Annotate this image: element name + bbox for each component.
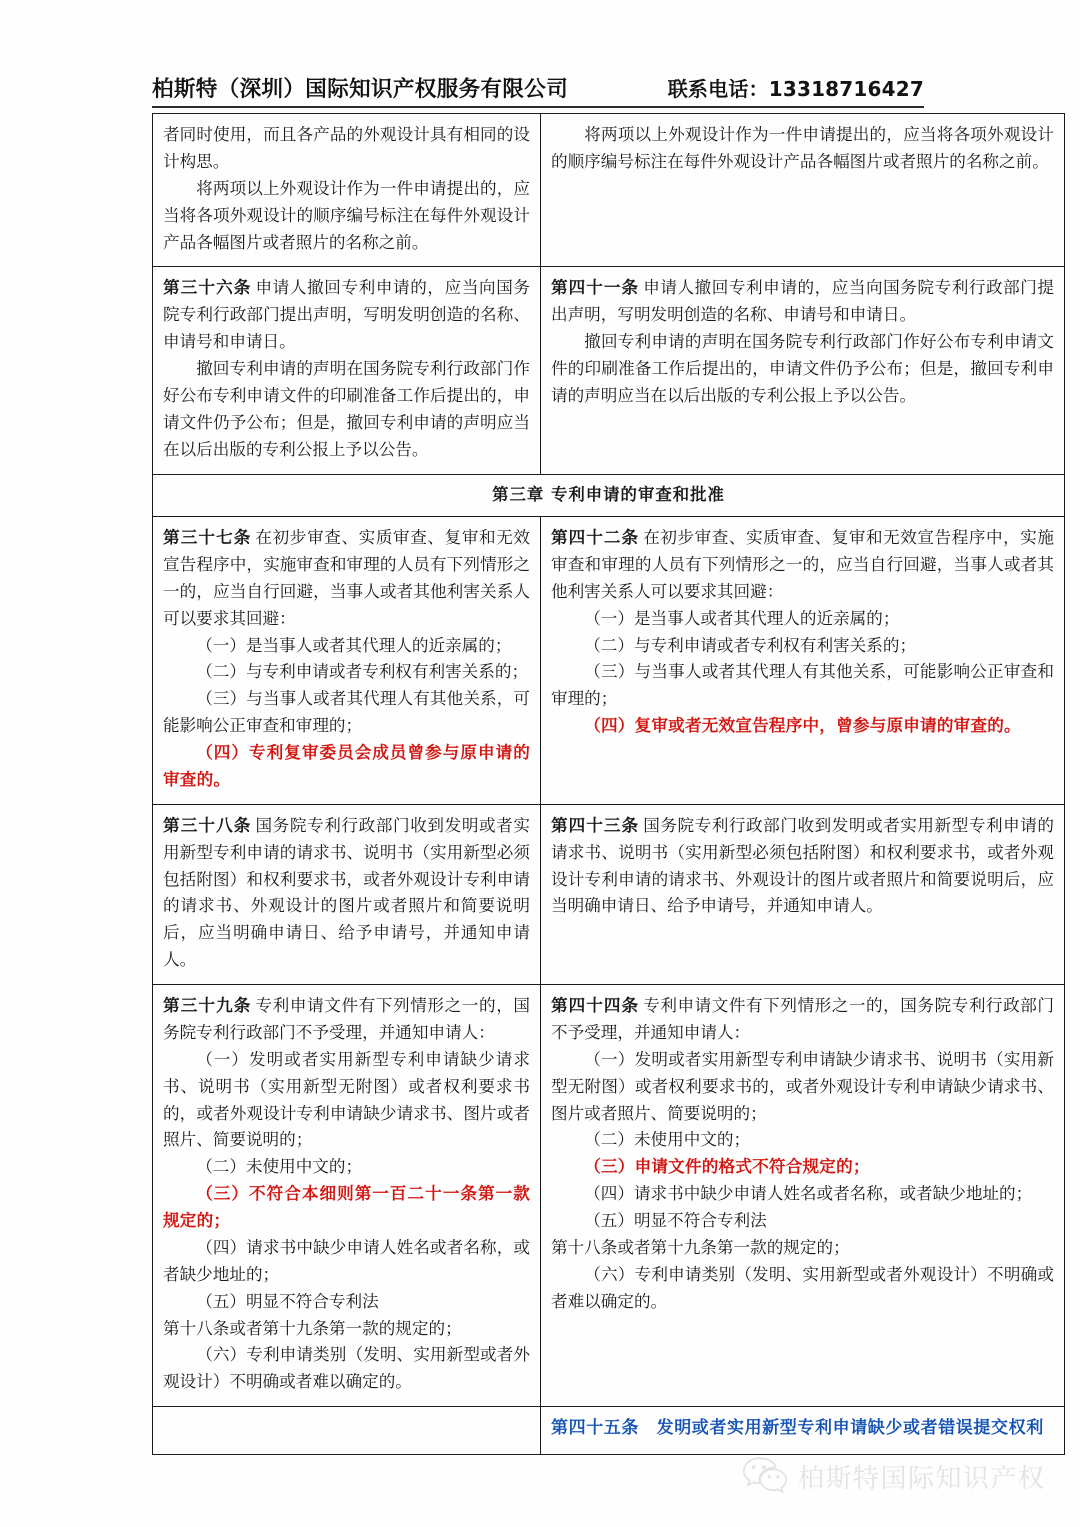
law-paragraph-text: （六）专利申请类别（发明、实用新型或者外观设计）不明确或者难以确定的。 — [551, 1264, 1054, 1311]
contact-phone: 联系电话：13318716427 — [667, 77, 924, 101]
law-cell-left — [153, 985, 541, 1407]
law-paragraph-text: （三）不符合本细则第一百二十一条第一款规定的； — [163, 1184, 530, 1231]
table-row — [153, 1407, 1065, 1455]
law-paragraph — [551, 1127, 1054, 1154]
law-paragraph-text: （四）复审或者无效宣告程序中，曾参与原申请的审查的。 — [584, 716, 1021, 736]
law-cell-right — [541, 985, 1065, 1407]
law-paragraph-text: （二）未使用中文的； — [196, 1157, 363, 1177]
article-number: 第三十六条 — [163, 278, 252, 298]
law-paragraph-text: 将两项以上外观设计作为一件申请提出的，应当将各项外观设计的顺序编号标注在每件外观设计产品各幅图片或者照片的名称之前。 — [163, 178, 530, 252]
company-name: 柏斯特（深圳）国际知识产权服务有限公司 — [152, 77, 569, 102]
law-paragraph-text: 在初步审查、实质审查、复审和无效宣告程序中，实施审查和审理的人员有下列情形之一的，应当自行回避，当事人或者其他利害关系人可以要求其回避： — [551, 528, 1055, 601]
law-paragraph — [163, 1235, 530, 1289]
document-header — [152, 72, 924, 103]
law-cell-right — [541, 267, 1065, 474]
law-paragraph — [163, 740, 530, 794]
law-paragraph-text: （二）与专利申请或者专利权有利害关系的； — [196, 662, 529, 682]
law-cell-left — [153, 517, 541, 805]
law-paragraph-text: （三）申请文件的格式不符合规定的； — [584, 1157, 870, 1177]
law-paragraph — [163, 122, 530, 176]
law-paragraph — [163, 1181, 530, 1235]
law-paragraph — [551, 606, 1054, 633]
law-paragraph — [551, 1415, 1054, 1443]
law-paragraph — [551, 525, 1054, 606]
law-cell-left — [153, 1407, 541, 1455]
table-row — [153, 114, 1065, 267]
law-paragraph-text: 申请人撤回专利申请的，应当向国务院专利行政部门提出声明，写明发明创造的名称、申请号和申请日。 — [163, 278, 531, 352]
chapter-heading: 第三章 专利申请的审查和批准 — [153, 474, 1065, 517]
law-paragraph-text: 撤回专利申请的声明在国务院专利行政部门作好公布专利申请文件的印刷准备工作后提出的，申请文件仍予公布；但是，撤回专利申请的声明应当在以后出版的专利公报上予以公告。 — [551, 332, 1054, 405]
law-cell-left — [153, 267, 541, 474]
law-paragraph — [163, 275, 530, 356]
law-paragraph-text: 专利申请文件有下列情形之一的，国务院专利行政部门不予受理，并通知申请人： — [551, 996, 1055, 1042]
law-paragraph — [551, 1181, 1054, 1208]
law-cell-right — [541, 517, 1065, 805]
law-paragraph — [163, 1342, 530, 1396]
law-comparison-table — [152, 113, 1065, 1455]
law-paragraph — [551, 659, 1054, 713]
law-table-body — [153, 114, 1065, 1455]
law-cell-right — [541, 114, 1065, 267]
law-paragraph — [551, 329, 1054, 410]
table-row — [153, 804, 1065, 984]
law-paragraph — [163, 1289, 530, 1316]
table-row — [153, 474, 1065, 517]
article-number: 第三十七条 — [163, 528, 252, 548]
law-paragraph-text: 第十八条或者第十九条第一款的规定的； — [551, 1237, 850, 1257]
law-paragraph-text: （四）请求书中缺少申请人姓名或者名称，或者缺少地址的； — [163, 1237, 530, 1284]
law-paragraph-text: 撤回专利申请的声明在国务院专利行政部门作好公布专利申请文件的印刷准备工作后提出的，申请文件仍予公布；但是，撤回专利申请的声明应当在以后出版的专利公报上予以公告。 — [163, 359, 530, 459]
law-paragraph — [163, 1047, 530, 1155]
law-cell-left — [153, 804, 541, 984]
table-row — [153, 985, 1065, 1407]
law-paragraph-text: （三）与当事人或者其代理人有其他关系，可能影响公正审查和审理的； — [163, 689, 530, 736]
law-paragraph-text: （二）与专利申请或者专利权有利害关系的； — [584, 635, 917, 655]
law-paragraph-text: （一）发明或者实用新型专利申请缺少请求书、说明书（实用新型无附图）或者权利要求书的，或者外观设计专利申请缺少请求书、图片或者照片、简要说明的； — [551, 1049, 1054, 1123]
law-paragraph — [551, 1262, 1054, 1316]
law-paragraph — [163, 1316, 530, 1343]
wechat-footer-badge — [742, 1455, 1046, 1497]
article-number: 第三十八条 — [163, 815, 252, 835]
law-paragraph — [163, 1154, 530, 1181]
law-paragraph-text: 专利申请文件有下列情形之一的，国务院专利行政部门不予受理，并通知申请人： — [163, 996, 531, 1042]
law-paragraph-text: （五）明显不符合专利法 — [584, 1211, 767, 1231]
law-paragraph — [163, 356, 530, 464]
header-divider — [152, 106, 924, 108]
article-number: 第三十九条 — [163, 996, 252, 1016]
law-paragraph — [163, 686, 530, 740]
law-paragraph-text: 国务院专利行政部门收到发明或者实用新型专利申请的请求书、说明书（实用新型必须包括附图）和权利要求书，或者外观设计专利申请的请求书、外观设计的图片或者照片和简要说明后，应当明确申请日、给予申请号，并通知申请人。 — [163, 815, 531, 970]
law-paragraph — [551, 1208, 1054, 1235]
article-number: 第四十一条 — [551, 278, 640, 298]
law-paragraph — [163, 659, 530, 686]
article-number: 第四十四条 — [551, 996, 640, 1016]
law-paragraph — [551, 275, 1054, 329]
law-paragraph-text: （一）发明或者实用新型专利申请缺少请求书、说明书（实用新型无附图）或者权利要求书的，或者外观设计专利申请缺少请求书、图片或者照片、简要说明的； — [163, 1049, 530, 1150]
table-row — [153, 517, 1065, 805]
table-row — [153, 267, 1065, 474]
law-paragraph — [551, 713, 1054, 740]
law-cell-left — [153, 114, 541, 267]
law-paragraph-text: 第十八条或者第十九条第一款的规定的； — [163, 1318, 462, 1338]
law-paragraph-text: （四）专利复审委员会成员曾参与原申请的审查的。 — [163, 743, 530, 789]
article-number: 第四十二条 — [551, 528, 640, 548]
law-paragraph-text: （六）专利申请类别（发明、实用新型或者外观设计）不明确或者难以确定的。 — [163, 1345, 530, 1392]
law-paragraph — [163, 633, 530, 660]
law-cell-right — [541, 1407, 1065, 1455]
law-paragraph-text: 在初步审查、实质审查、复审和无效宣告程序中，实施审查和审理的人员有下列情形之一的，应当自行回避，当事人或者其他利害关系人可以要求其回避： — [163, 528, 531, 628]
law-paragraph — [551, 1047, 1054, 1128]
law-paragraph-text: （三）与当事人或者其代理人有其他关系，可能影响公正审查和审理的； — [551, 662, 1054, 709]
law-paragraph-text: （四）请求书中缺少申请人姓名或者名称，或者缺少地址的； — [584, 1184, 1033, 1204]
wechat-badge-label: 柏斯特国际知识产权 — [798, 1463, 1046, 1494]
law-paragraph — [163, 525, 530, 633]
law-paragraph — [551, 813, 1054, 921]
law-paragraph — [163, 993, 530, 1047]
wechat-icon — [742, 1455, 788, 1497]
law-cell-right — [541, 804, 1065, 984]
law-paragraph — [551, 633, 1054, 660]
law-paragraph — [551, 122, 1054, 176]
article-number: 第四十三条 — [551, 815, 640, 835]
law-paragraph-text: 第四十五条 发明或者实用新型专利申请缺少或者错误提交权利 — [551, 1418, 1044, 1439]
law-paragraph-text: 国务院专利行政部门收到发明或者实用新型专利申请的请求书、说明书（实用新型必须包括附图）和权利要求书，或者外观设计专利申请的请求书、外观设计的图片或者照片和简要说明后，应当明确申请日、给予申请号，并通知申请人。 — [551, 815, 1055, 916]
law-paragraph-text: （一）是当事人或者其代理人的近亲属的； — [584, 608, 900, 628]
law-paragraph-text: （一）是当事人或者其代理人的近亲属的； — [196, 635, 512, 655]
law-paragraph-text: 者同时使用，而且各产品的外观设计具有相同的设计构思。 — [163, 125, 530, 171]
law-paragraph — [163, 176, 530, 257]
law-paragraph-text: 将两项以上外观设计作为一件申请提出的，应当将各项外观设计的顺序编号标注在每件外观设计产品各幅图片或者照片的名称之前。 — [551, 125, 1054, 171]
law-paragraph-text: （二）未使用中文的； — [584, 1130, 751, 1150]
law-paragraph-text: （五）明显不符合专利法 — [196, 1291, 379, 1311]
law-paragraph — [163, 813, 530, 974]
law-paragraph — [551, 1154, 1054, 1181]
law-paragraph-text: 申请人撤回专利申请的，应当向国务院专利行政部门提出声明，写明发明创造的名称、申请号和申请日。 — [551, 278, 1055, 325]
law-paragraph — [551, 1235, 1054, 1262]
law-paragraph — [551, 993, 1054, 1047]
